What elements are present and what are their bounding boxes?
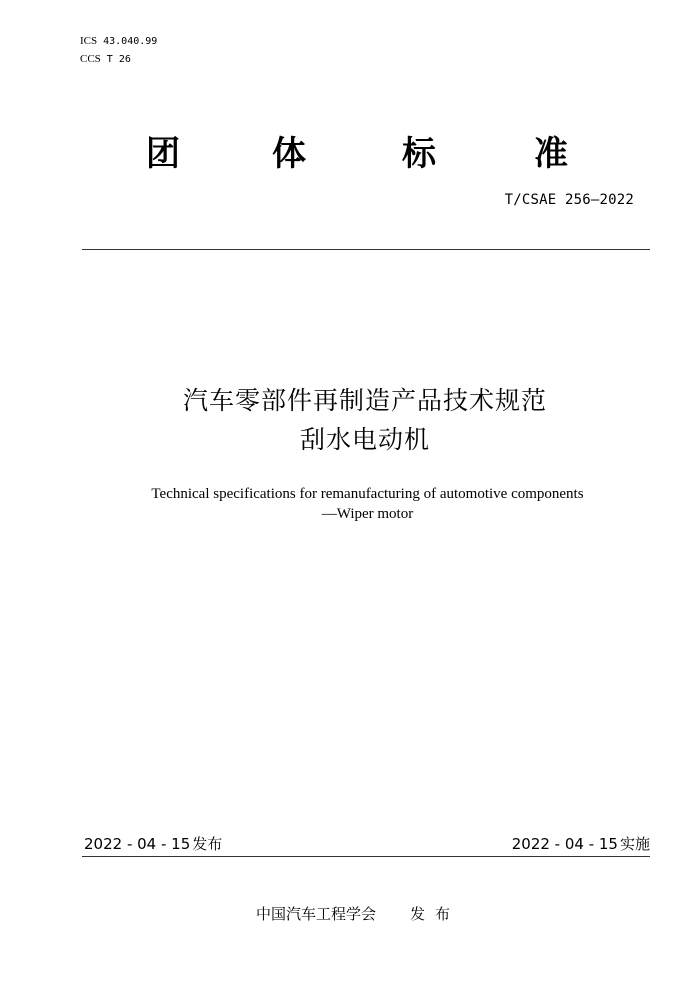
implementation-date: 2022 - 04 - 15 <box>511 835 618 853</box>
english-title-line-1: Technical specifications for remanufacturing of automotive components <box>151 486 584 502</box>
standard-type-char: 体 <box>272 134 306 174</box>
issue-date-block <box>84 834 222 854</box>
ics-code: 43.040.99 <box>103 36 158 47</box>
bottom-divider <box>82 856 650 857</box>
top-divider <box>82 249 650 250</box>
standard-type-char: 标 <box>402 134 436 174</box>
ics-classification <box>80 34 157 49</box>
publisher-action: 发布 <box>410 905 461 923</box>
publisher-line <box>256 903 460 925</box>
implementation-date-block <box>512 834 650 854</box>
publisher-name: 中国汽车工程学会 <box>256 905 377 923</box>
chinese-title-line-1: 汽车零部件再制造产品技术规范 <box>182 386 547 415</box>
issue-label: 发布 <box>192 835 223 853</box>
ccs-classification <box>80 52 131 67</box>
english-title-line-2: —Wiper motor <box>321 506 414 522</box>
implementation-label: 实施 <box>619 835 650 853</box>
ics-label: ICS <box>80 35 98 47</box>
chinese-title-line-2: 刮水电动机 <box>299 425 430 454</box>
issue-date: 2022 - 04 - 15 <box>84 835 191 853</box>
standard-type-char: 准 <box>534 134 568 174</box>
standard-number: T/CSAE 256—2022 <box>504 192 634 208</box>
standard-type-char: 团 <box>146 134 180 174</box>
standard-type-heading <box>146 132 586 176</box>
ccs-label: CCS <box>80 53 101 65</box>
ccs-code: T 26 <box>106 54 131 65</box>
